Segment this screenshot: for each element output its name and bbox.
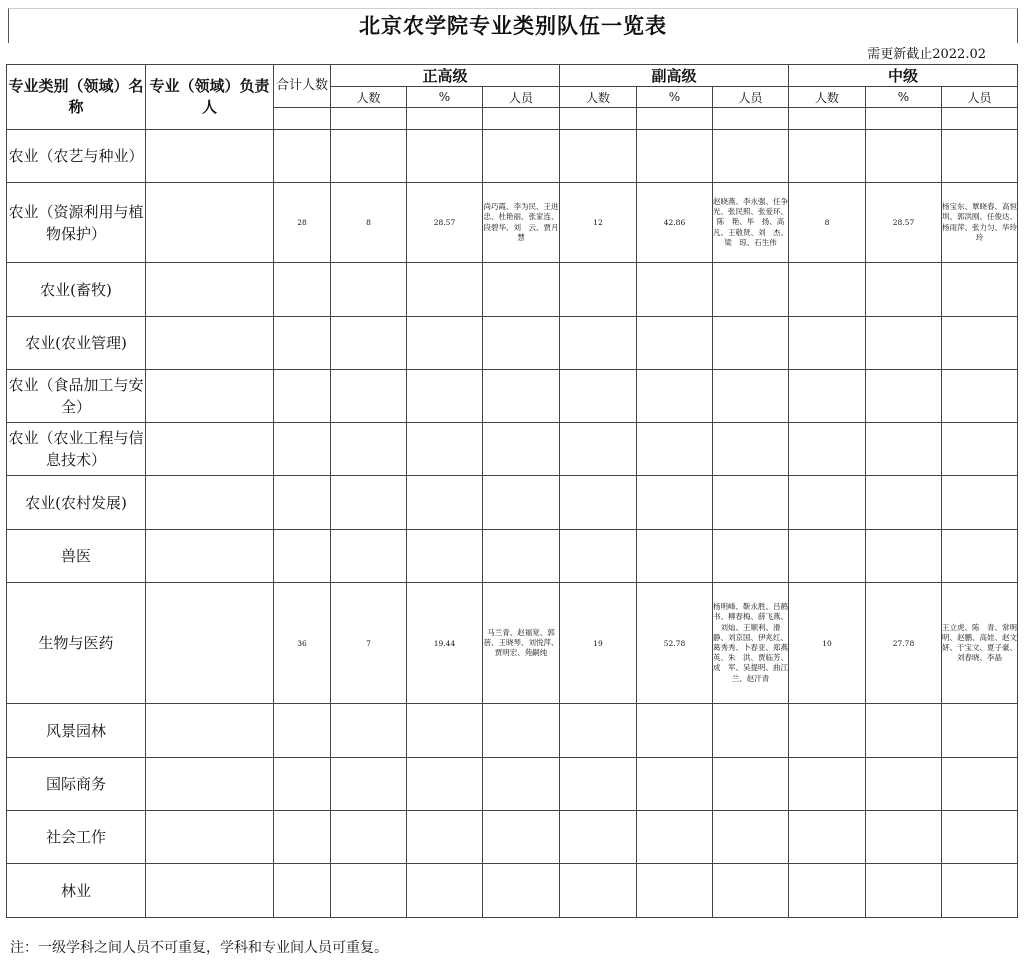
header-spacer-cell bbox=[407, 108, 483, 130]
row-count bbox=[789, 864, 866, 918]
row-leader bbox=[146, 704, 274, 758]
row-count: 12 bbox=[560, 183, 637, 263]
row-staff bbox=[942, 476, 1018, 530]
row-total bbox=[274, 864, 331, 918]
row-staff bbox=[942, 317, 1018, 370]
row-pct bbox=[637, 423, 713, 476]
row-pct bbox=[637, 370, 713, 423]
row-category-name: 农业(畜牧) bbox=[7, 263, 146, 317]
row-staff bbox=[942, 811, 1018, 864]
row-leader bbox=[146, 583, 274, 704]
row-staff bbox=[483, 864, 560, 918]
row-total: 28 bbox=[274, 183, 331, 263]
row-pct bbox=[407, 864, 483, 918]
row-pct bbox=[866, 864, 942, 918]
row-staff bbox=[713, 864, 789, 918]
row-staff bbox=[713, 263, 789, 317]
row-staff bbox=[942, 864, 1018, 918]
header-group-senior: 正高级 bbox=[331, 65, 560, 87]
row-staff bbox=[483, 370, 560, 423]
row-staff bbox=[713, 317, 789, 370]
row-count bbox=[331, 317, 407, 370]
row-total bbox=[274, 758, 331, 811]
row-count bbox=[789, 476, 866, 530]
row-staff bbox=[713, 530, 789, 583]
row-staff bbox=[713, 704, 789, 758]
header-spacer-cell bbox=[789, 108, 866, 130]
header-spacer-cell bbox=[637, 108, 713, 130]
row-staff: 马兰青、赵福宽、郭 蓓、王晓琴、刘悦萍、贾明宏、苑嗣纯 bbox=[483, 583, 560, 704]
row-count bbox=[789, 263, 866, 317]
row-count bbox=[789, 530, 866, 583]
row-leader bbox=[146, 811, 274, 864]
row-pct bbox=[866, 130, 942, 183]
row-leader bbox=[146, 130, 274, 183]
header-spacer-cell bbox=[274, 108, 331, 130]
row-pct: 52.78 bbox=[637, 583, 713, 704]
row-staff bbox=[483, 423, 560, 476]
row-staff: 赵晓燕、李永强、任争光、张民照、张爱环、陈 艳、毕 扬、高 凡、王敬贤、刘 杰、梁 琼、石生伟 bbox=[713, 183, 789, 263]
row-leader bbox=[146, 370, 274, 423]
row-count bbox=[560, 811, 637, 864]
row-staff bbox=[942, 704, 1018, 758]
row-staff bbox=[713, 758, 789, 811]
row-count bbox=[331, 811, 407, 864]
row-staff: 杨明峰、靳永胜、吕鹤书、柳春梅、薛飞燕、刘灿、王顺利、滑 静、刘京国、伊兆红、葛秀秀、卜春亚、郑燕英、朱 洪、贾临芳、成 军、吴提明、曲江兰、赵汗青 bbox=[713, 583, 789, 704]
row-total bbox=[274, 530, 331, 583]
row-staff bbox=[713, 423, 789, 476]
row-staff bbox=[942, 530, 1018, 583]
row-count bbox=[789, 758, 866, 811]
row-category-name: 社会工作 bbox=[7, 811, 146, 864]
row-count bbox=[331, 263, 407, 317]
row-leader bbox=[146, 864, 274, 918]
header-leader: 专业（领域）负责人 bbox=[146, 65, 274, 130]
header-spacer-cell bbox=[331, 108, 407, 130]
table-row bbox=[7, 758, 1018, 811]
row-pct bbox=[407, 704, 483, 758]
table-row bbox=[7, 864, 1018, 918]
row-staff: 杨宝东、覃晓春、高恒圳、郭洪刚、任俊达、杨雨萍、张力匀、华玲玲 bbox=[942, 183, 1018, 263]
header-count: 人数 bbox=[789, 87, 866, 108]
row-leader bbox=[146, 758, 274, 811]
title-row bbox=[8, 8, 1018, 43]
row-pct bbox=[407, 758, 483, 811]
row-count: 19 bbox=[560, 583, 637, 704]
row-count bbox=[331, 704, 407, 758]
table-row bbox=[7, 530, 1018, 583]
row-staff bbox=[942, 130, 1018, 183]
row-category-name: 生物与医药 bbox=[7, 583, 146, 704]
header-staff: 人员 bbox=[713, 87, 789, 108]
row-category-name: 农业(农村发展) bbox=[7, 476, 146, 530]
row-category-name: 农业（资源利用与植物保护） bbox=[7, 183, 146, 263]
row-count bbox=[331, 370, 407, 423]
row-count bbox=[560, 423, 637, 476]
header-category: 专业类别（领域）名称 bbox=[7, 65, 146, 130]
header-spacer-cell bbox=[713, 108, 789, 130]
table-row bbox=[7, 583, 1018, 704]
row-leader bbox=[146, 530, 274, 583]
row-count bbox=[789, 811, 866, 864]
table-row bbox=[7, 263, 1018, 317]
row-leader bbox=[146, 317, 274, 370]
row-pct bbox=[407, 263, 483, 317]
header-spacer-cell bbox=[483, 108, 560, 130]
row-total bbox=[274, 704, 331, 758]
row-category-name: 林业 bbox=[7, 864, 146, 918]
header-count: 人数 bbox=[560, 87, 637, 108]
row-total bbox=[274, 263, 331, 317]
row-pct bbox=[407, 423, 483, 476]
row-pct bbox=[866, 423, 942, 476]
row-pct bbox=[866, 530, 942, 583]
row-pct bbox=[866, 263, 942, 317]
header-count: 人数 bbox=[331, 87, 407, 108]
row-category-name: 农业（农艺与种业） bbox=[7, 130, 146, 183]
header-pct: % bbox=[637, 87, 713, 108]
row-total: 36 bbox=[274, 583, 331, 704]
row-count: 8 bbox=[331, 183, 407, 263]
row-staff bbox=[483, 317, 560, 370]
table-row bbox=[7, 811, 1018, 864]
header-group-associate: 副高级 bbox=[560, 65, 789, 87]
row-pct: 27.78 bbox=[866, 583, 942, 704]
row-pct bbox=[866, 758, 942, 811]
row-pct bbox=[866, 704, 942, 758]
staff-table bbox=[6, 64, 1018, 918]
table-row bbox=[7, 704, 1018, 758]
header-spacer-cell bbox=[942, 108, 1018, 130]
row-pct bbox=[637, 530, 713, 583]
update-note: 需更新截止2022.02 bbox=[867, 47, 986, 62]
row-total bbox=[274, 423, 331, 476]
row-staff bbox=[483, 263, 560, 317]
row-staff: 尚巧霞、李为民、王进忠、杜艳丽、张家连、段碧华、刘 云、贾月慧 bbox=[483, 183, 560, 263]
header-group-intermediate: 中级 bbox=[789, 65, 1018, 87]
row-staff bbox=[483, 758, 560, 811]
header-staff: 人员 bbox=[483, 87, 560, 108]
row-staff bbox=[483, 530, 560, 583]
row-staff: 王立虎、陈 青、常明明、赵鹏、高娃、赵文妍、于宝文、夏子豪、刘春晓、李晶 bbox=[942, 583, 1018, 704]
row-pct bbox=[407, 317, 483, 370]
table-row bbox=[7, 183, 1018, 263]
row-category-name: 农业（食品加工与安全） bbox=[7, 370, 146, 423]
row-staff bbox=[483, 811, 560, 864]
row-count bbox=[560, 704, 637, 758]
row-total bbox=[274, 130, 331, 183]
row-count: 7 bbox=[331, 583, 407, 704]
row-pct bbox=[866, 370, 942, 423]
row-total bbox=[274, 476, 331, 530]
row-total bbox=[274, 811, 331, 864]
row-leader bbox=[146, 263, 274, 317]
table-row bbox=[7, 370, 1018, 423]
row-count bbox=[560, 530, 637, 583]
row-count bbox=[331, 476, 407, 530]
row-count bbox=[560, 370, 637, 423]
footnote: 注：一级学科之间人员不可重复，学科和专业间人员可重复。 bbox=[10, 940, 388, 956]
row-count bbox=[331, 423, 407, 476]
row-count bbox=[789, 704, 866, 758]
header-spacer-cell bbox=[866, 108, 942, 130]
row-staff bbox=[942, 423, 1018, 476]
header-staff: 人员 bbox=[942, 87, 1018, 108]
page-title: 北京农学院专业类别队伍一览表 bbox=[359, 13, 667, 38]
table-row bbox=[7, 423, 1018, 476]
row-count bbox=[331, 130, 407, 183]
row-pct bbox=[407, 370, 483, 423]
row-staff bbox=[483, 130, 560, 183]
row-leader bbox=[146, 476, 274, 530]
row-count bbox=[560, 476, 637, 530]
row-leader bbox=[146, 423, 274, 476]
row-category-name: 国际商务 bbox=[7, 758, 146, 811]
row-leader bbox=[146, 183, 274, 263]
row-count bbox=[560, 130, 637, 183]
header-total: 合计人数 bbox=[274, 65, 331, 108]
row-pct bbox=[637, 704, 713, 758]
header-spacer-cell bbox=[560, 108, 637, 130]
row-count bbox=[789, 130, 866, 183]
row-pct: 28.57 bbox=[407, 183, 483, 263]
row-category-name: 农业(农业管理) bbox=[7, 317, 146, 370]
row-staff bbox=[942, 370, 1018, 423]
row-pct bbox=[866, 317, 942, 370]
row-pct bbox=[637, 758, 713, 811]
row-pct: 42.86 bbox=[637, 183, 713, 263]
row-staff bbox=[942, 263, 1018, 317]
row-staff bbox=[713, 476, 789, 530]
row-count bbox=[331, 530, 407, 583]
header-pct: % bbox=[407, 87, 483, 108]
row-count: 8 bbox=[789, 183, 866, 263]
row-pct: 19.44 bbox=[407, 583, 483, 704]
row-pct bbox=[407, 130, 483, 183]
table-row bbox=[7, 476, 1018, 530]
row-count bbox=[789, 370, 866, 423]
row-pct bbox=[407, 530, 483, 583]
row-count bbox=[560, 263, 637, 317]
row-count bbox=[789, 423, 866, 476]
row-count bbox=[789, 317, 866, 370]
header-pct: % bbox=[866, 87, 942, 108]
row-pct bbox=[637, 811, 713, 864]
row-pct bbox=[637, 317, 713, 370]
row-pct bbox=[637, 476, 713, 530]
table-row bbox=[7, 317, 1018, 370]
row-staff bbox=[483, 704, 560, 758]
row-category-name: 兽医 bbox=[7, 530, 146, 583]
row-pct bbox=[407, 811, 483, 864]
row-count bbox=[560, 758, 637, 811]
row-staff bbox=[713, 811, 789, 864]
table-row bbox=[7, 130, 1018, 183]
row-pct bbox=[866, 811, 942, 864]
row-total bbox=[274, 370, 331, 423]
row-category-name: 农业（农业工程与信息技术） bbox=[7, 423, 146, 476]
row-category-name: 风景园林 bbox=[7, 704, 146, 758]
row-count bbox=[331, 758, 407, 811]
row-pct bbox=[637, 263, 713, 317]
row-pct bbox=[407, 476, 483, 530]
row-total bbox=[274, 317, 331, 370]
row-count bbox=[331, 864, 407, 918]
row-staff bbox=[713, 370, 789, 423]
row-pct: 28.57 bbox=[866, 183, 942, 263]
row-count bbox=[560, 317, 637, 370]
row-staff bbox=[713, 130, 789, 183]
row-staff bbox=[483, 476, 560, 530]
row-pct bbox=[866, 476, 942, 530]
row-count bbox=[560, 864, 637, 918]
row-staff bbox=[942, 758, 1018, 811]
row-pct bbox=[637, 130, 713, 183]
row-count: 10 bbox=[789, 583, 866, 704]
row-pct bbox=[637, 864, 713, 918]
